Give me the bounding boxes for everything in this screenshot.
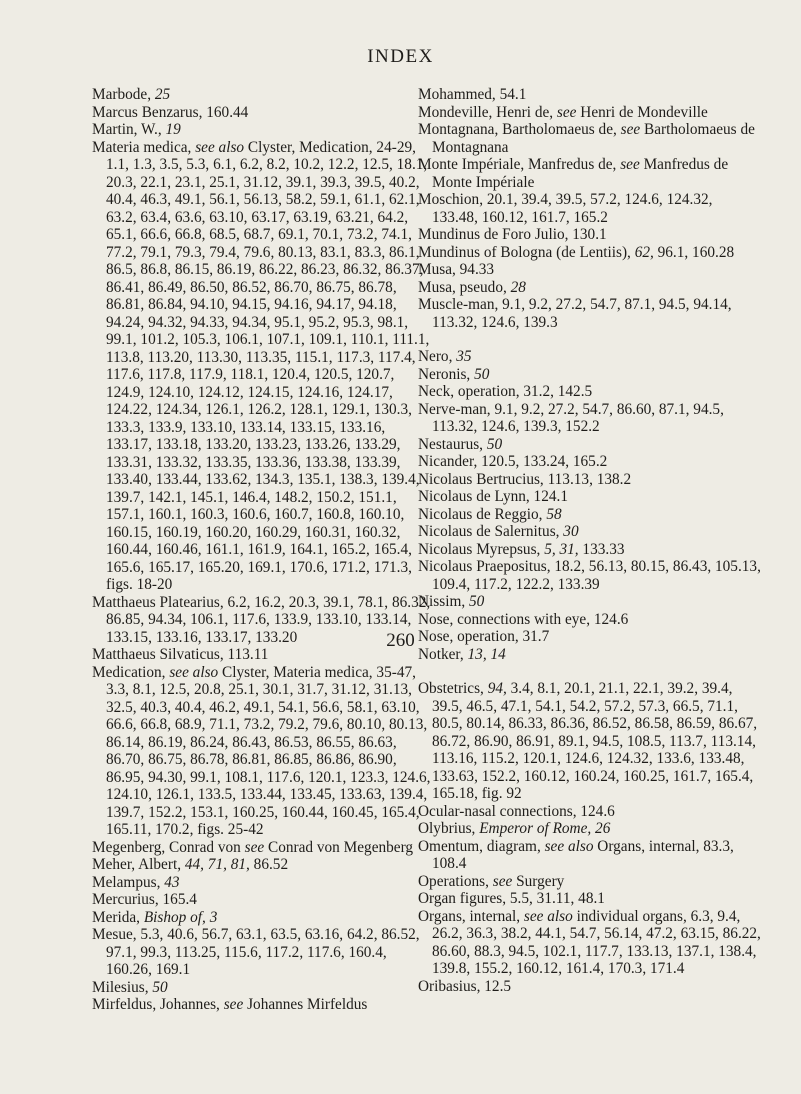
entry-text: Olybrius, <box>418 820 480 837</box>
entry-text: Nicolaus Praepositus, 18.2, 56.13, 80.15, 86.43, 105.13, 109.4, 117.2, 122.2, 133.39 <box>418 558 761 593</box>
index-entry <box>418 506 762 524</box>
entry-text: Materia medica, <box>92 138 196 156</box>
entry-text: Neronis, <box>418 365 475 383</box>
index-entry <box>418 803 762 821</box>
entry-text: Muscle-man, 9.1, 9.2, 27.2, 54.7, 87.1, 94.5, 94.14, 113.32, 124.6, 139.3 <box>418 296 732 331</box>
entry-text: Mundinus de Foro Julio, 130.1 <box>418 226 607 243</box>
entry-italic: 50 <box>486 435 503 453</box>
entry-text: Matthaeus Platearius, 6.2, 16.2, 20.3, 39.1, 78.1, 86.32, 86.85, 94.34, 106.1, 117.6, 133.9, 133.10, 133.14, 133.15, 133.16, 133.17, 133.20 <box>92 593 431 646</box>
entry-italic: 28 <box>510 278 526 296</box>
page-title: INDEX <box>367 46 434 67</box>
entry-text: Nose, connections with eye, 124.6 <box>418 610 629 628</box>
index-entry <box>418 121 762 156</box>
entry-italic: 94, <box>487 680 507 697</box>
entry-italic: 19 <box>165 121 181 138</box>
index-entry <box>418 348 762 366</box>
index-entry <box>418 820 762 838</box>
index-entry <box>92 874 432 892</box>
index-entry <box>418 488 762 506</box>
entry-text: Nerve-man, 9.1, 9.2, 27.2, 54.7, 86.60, 87.1, 94.5, 113.32, 124.6, 139.3, 152.2 <box>418 400 724 435</box>
index-entry <box>92 996 432 1014</box>
index-entry <box>92 664 432 839</box>
entry-italic: 50 <box>469 593 485 610</box>
entry-text: Organs, internal, 83.3, 108.4 <box>432 837 734 872</box>
entry-text: Conrad von Megenberg <box>264 838 414 856</box>
index-entry <box>418 191 762 226</box>
index-entry <box>418 383 762 401</box>
entry-italic: 58 <box>546 505 562 523</box>
entry-text: Neck, operation, 31.2, 142.5 <box>418 383 593 400</box>
entry-text: Nicolaus Myrepsus, <box>418 540 545 558</box>
entry-italic: Bishop of, 3 <box>143 908 218 926</box>
entry-text: Musa, pseudo, <box>418 278 511 296</box>
entry-text: 3.4, 8.1, 20.1, 21.1, 22.1, 39.2, 39.4, 39.5, 46.5, 47.1, 54.1, 54.2, 57.2, 57.3, 66.5, 71.1, 80.5, 80.14, 86.33, 86.36, 86.52, 86.58, 86.59, 86.67, 86.72, 86.90, 86.91, 89.1, 94.5, 108.5, 113.7, 113.14, 113.16, 115.2, 120.1, 124.6, 124.32, 133.6, 133.48, 133.63, 152.2, 160.12, 160.24, 160.25, 161.7, 165.4, 165.18, fig. 92 <box>432 680 758 802</box>
entry-italic: 43 <box>164 873 180 891</box>
index-entry <box>418 593 762 611</box>
entry-text: Obstetrics, <box>418 680 488 697</box>
entry-text: Milesius, <box>92 978 153 996</box>
index-entry <box>418 104 762 122</box>
index-entry <box>418 279 762 297</box>
entry-text: 96.1, 160.28 <box>653 243 735 261</box>
entry-italic: see also <box>195 138 245 156</box>
index-entry <box>418 908 762 978</box>
index-entry <box>92 909 432 927</box>
entry-text: Merida, <box>92 908 144 926</box>
entry-text: Omentum, diagram, <box>418 837 545 855</box>
entry-text: Mohammed, 54.1 <box>418 86 527 103</box>
index-entry <box>418 873 762 891</box>
page-number: 260 <box>386 630 415 651</box>
entry-text: Mirfeldus, Johannes, <box>92 996 224 1013</box>
entry-text: Melampus, <box>92 873 165 891</box>
index-entry <box>418 261 762 279</box>
entry-italic: see <box>223 996 244 1013</box>
entry-text: Clyster, Materia medica, 35-47, 3.3, 8.1, 12.5, 20.8, 25.1, 30.1, 31.7, 31.12, 31.13, 32.5, 40.3, 40.4, 46.2, 49.1, 54.1, 56.6, 58.1, 63.10, 66.6, 66.8, 68.9, 71.1, 73.2, 79.2, 79.6, 80.10, 80.13, 86.14, 86.19, 86.24, 86.43, 86.53, 86.55, 86.63, 86.70, 86.75, 86.78, 86.81, 86.85, 86.86, 86.90, 86.95, 94.30, 99.1, 108.1, 117.6, 120.1, 123.3, 124.6, 124.10, 126.1, 133.5, 133.44, 133.45, 133.63, 139.4, 139.7, 152.2, 153.1, 160.25, 160.44, 160.45, 165.4, 165.11, 170.2, figs. 25-42 <box>106 663 431 838</box>
entry-italic: 35 <box>456 348 472 365</box>
index-entry <box>418 558 762 593</box>
entry-text: Ocular-nasal connections, 124.6 <box>418 802 615 820</box>
index-entry <box>92 104 432 122</box>
entry-italic: see <box>244 838 265 856</box>
entry-italic: see also <box>169 663 219 681</box>
entry-italic: 50 <box>152 978 168 996</box>
entry-italic: 25 <box>154 86 171 103</box>
entry-text: Mundinus of Bologna (de Lentiis), <box>418 243 635 261</box>
entry-italic: see also <box>523 907 573 925</box>
index-entry <box>418 838 762 873</box>
entry-text: Oribasius, 12.5 <box>418 977 512 995</box>
index-entry <box>92 891 432 909</box>
index-entry <box>92 856 432 874</box>
index-entry <box>418 366 762 384</box>
entry-text: Nicolaus de Reggio, <box>418 505 547 523</box>
entry-text: Megenberg, Conrad von <box>92 838 245 856</box>
entry-text: Bartholomaeus de Montagnana <box>432 121 755 156</box>
entry-text: Johannes Mirfeldus <box>243 996 368 1013</box>
entry-italic: 62, <box>634 243 654 261</box>
index-entry <box>418 86 762 104</box>
entry-text: Nicolaus de Salernitus, <box>418 523 564 540</box>
entry-text: Mercurius, 165.4 <box>92 891 197 908</box>
entry-italic: Emperor of Rome, 26 <box>479 820 611 837</box>
entry-text: Organ figures, 5.5, 31.11, 48.1 <box>418 890 605 907</box>
entry-text: Mesue, 5.3, 40.6, 56.7, 63.1, 63.5, 63.16, 64.2, 86.52, 97.1, 99.3, 113.25, 115.6, 117.2, 117.6, 160.4, 160.26, 169.1 <box>92 926 420 978</box>
index-entry <box>418 226 762 244</box>
entry-italic: see <box>620 156 640 173</box>
entry-text: Notker, <box>418 645 468 663</box>
index-entry <box>418 156 762 191</box>
entry-text: Monte Impériale, Manfredus de, <box>418 156 621 173</box>
entry-text: Organs, internal, <box>418 907 524 925</box>
entry-text: 133.33 <box>578 540 625 558</box>
index-entry <box>92 121 432 139</box>
index-entry <box>418 296 762 331</box>
index-entry <box>418 541 762 559</box>
entry-text: Nicander, 120.5, 133.24, 165.2 <box>418 453 608 470</box>
entry-italic: see <box>620 121 641 138</box>
letter-group-gap <box>418 331 762 348</box>
entry-text: Nissim, <box>418 593 469 610</box>
entry-text: 86.52 <box>249 856 289 873</box>
index-entry <box>418 978 762 996</box>
entry-text: Manfredus de Monte Impériale <box>432 156 729 191</box>
index-column-right <box>418 86 762 995</box>
entry-text: Surgery <box>512 872 565 890</box>
index-column-left <box>92 86 432 1014</box>
entry-text: Moschion, 20.1, 39.4, 39.5, 57.2, 124.6, 124.32, 133.48, 160.12, 161.7, 165.2 <box>418 191 713 226</box>
entry-text: Montagnana, Bartholomaeus de, <box>418 121 621 138</box>
entry-text: Nero, <box>418 348 457 365</box>
entry-text: Meher, Albert, <box>92 856 185 873</box>
entry-italic: 44, 71, 81, <box>184 856 250 873</box>
entry-text: Operations, <box>418 872 493 890</box>
entry-text: Nicolaus de Lynn, 124.1 <box>418 488 568 505</box>
entry-italic: 30 <box>563 523 579 540</box>
entry-italic: see <box>492 872 513 890</box>
entry-text: Clyster, Medication, 24-29, 1.1, 1.3, 3.5, 5.3, 6.1, 6.2, 8.2, 10.2, 12.2, 12.5, 18.1, 20.3, 22.1, 23.1, 25.1, 31.12, 39.1, 39.3, 39.5, 40.2, 40.4, 46.3, 49.1, 56.1, 56.13, 58.2, 59.1, 61.1, 62.1, 63.2, 63.4, 63.6, 63.10, 63.17, 63.19, 63.21, 64.2, 65.1, 66.6, 66.8, 68.5, 68.7, 69.1, 70.1, 73.2, 74.1, 77.2, 79.1, 79.3, 79.4, 79.6, 80.13, 83.1, 83.3, 86.1, 86.5, 86.8, 86.15, 86.19, 86.22, 86.23, 86.32, 86.37, 86.41, 86.49, 86.50, 86.52, 86.70, 86.75, 86.78, 86.81, 86.84, 94.10, 94.15, 94.16, 94.17, 94.18, 94.24, 94.32, 94.33, 94.34, 95.1, 95.2, 95.3, 98.1, 99.1, 101.2, 105.3, 106.1, 107.1, 109.1, 110.1, 111.1, 113.8, 113.20, 113.30, 113.35, 115.1, 117.3, 117.4, 117.6, 117.8, 117.9, 118.1, 120.4, 120.5, 120.7, 124.9, 124.10, 124.12, 124.15, 124.16, 124.17, 124.22, 124.34, 126.1, 126.2, 128.1, 129.1, 130.3, 133.3, 133.9, 133.10, 133.14, 133.15, 133.16, 133.17, 133.18, 133.20, 133.23, 133.26, 133.29, 133.31, 133.32, 133.35, 133.36, 133.38, 133.39, 133.40, 133.44, 133.62, 134.3, 135.1, 138.3, 139.4, 139.7, 142.1, 145.1, 146.4, 148.2, 150.2, 151.1, 157.1, 160.1, 160.3, 160.6, 160.7, 160.8, 160.10, 160.15, 160.19, 160.20, 160.29, 160.31, 160.32, 160.44, 160.46, 161.1, 161.9, 164.1, 165.2, 165.4, 165.6, 165.17, 165.20, 169.1, 170.6, 171.2, 171.3, figs. 18-20 <box>106 138 430 593</box>
entry-text: Nestaurus, <box>418 435 487 453</box>
entry-text: Musa, 94.33 <box>418 261 495 278</box>
index-entry <box>418 523 762 541</box>
index-entry <box>418 680 762 803</box>
entry-text: Henri de Mondeville <box>576 103 708 121</box>
index-entry <box>92 86 432 104</box>
index-entry <box>92 839 432 857</box>
index-entry <box>418 453 762 471</box>
index-entry <box>418 471 762 489</box>
entry-italic: see also <box>544 837 594 855</box>
letter-group-gap <box>418 663 762 680</box>
entry-text: Nicolaus Bertrucius, 113.13, 138.2 <box>418 470 632 488</box>
entry-text: individual organs, 6.3, 9.4, 26.2, 36.3, 38.2, 44.1, 54.7, 56.14, 47.2, 63.15, 86.22, 86.60, 88.3, 94.5, 102.1, 117.7, 133.13, 137.1, 138.4, 139.8, 155.2, 160.12, 161.4, 170.3, 171.4 <box>432 907 761 977</box>
entry-italic: 50 <box>474 365 490 383</box>
index-entry <box>418 244 762 262</box>
index-entry <box>418 436 762 454</box>
entry-text: Nose, operation, 31.7 <box>418 628 550 645</box>
index-entry <box>92 926 432 979</box>
entry-italic: see <box>556 103 577 121</box>
entry-text: Medication, <box>92 663 170 681</box>
index-entry <box>92 139 432 594</box>
index-entry <box>418 611 762 629</box>
entry-italic: 13, 14 <box>467 645 506 663</box>
index-entry <box>418 890 762 908</box>
entry-text: Matthaeus Silvaticus, 113.11 <box>92 646 269 663</box>
entry-text: Marbode, <box>92 86 155 103</box>
entry-italic: 5, 31, <box>544 540 579 558</box>
entry-text: Mondeville, Henri de, <box>418 103 557 121</box>
entry-text: Marcus Benzarus, 160.44 <box>92 103 249 121</box>
index-entry <box>418 401 762 436</box>
index-entry <box>92 979 432 997</box>
entry-text: Martin, W., <box>92 121 166 138</box>
